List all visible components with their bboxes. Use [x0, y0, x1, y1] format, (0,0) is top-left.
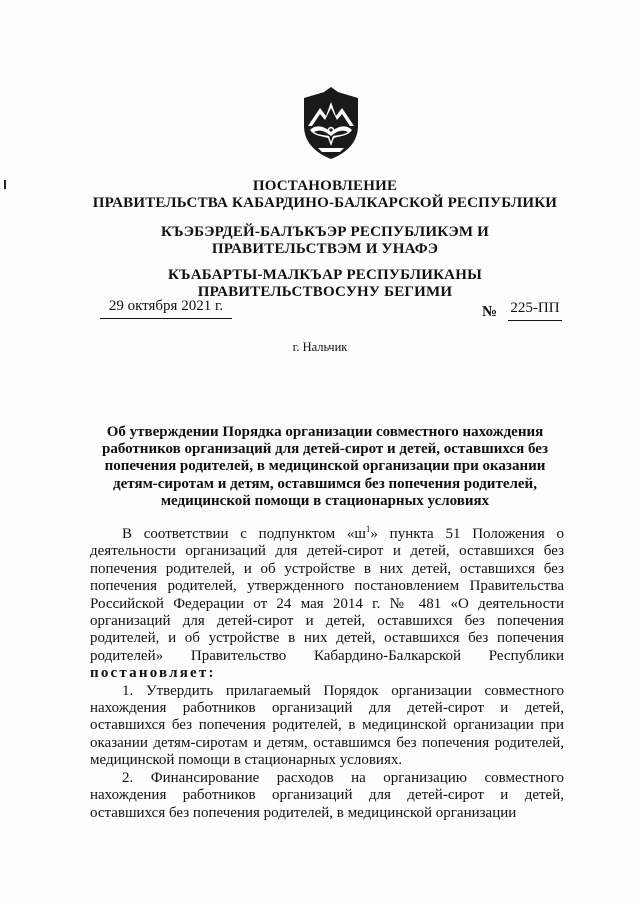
- coat-of-arms-emblem-icon: [298, 86, 364, 162]
- scan-mark: [4, 180, 6, 189]
- paragraph-item-2: 2. Финансирование расходов на организацию совместного нахождения работников организаций для детей-сирот и детей, оставшихся без попечения родителей, в медицинской организации: [90, 769, 564, 821]
- document-date: 29 октября 2021 г.: [100, 298, 232, 319]
- document-number: 225-ПП: [508, 300, 562, 321]
- paragraph-item-1: 1. Утвердить прилагаемый Порядок организации совместного нахождения работников организаций для детей-сирот и детей, оставшихся без попечения родителей, в медицинской организации при оказании детям-сиротам и детям, оставшимся без попечения родителей, медицинской помощи в стационарных условиях.: [90, 682, 564, 769]
- government-name-heading: ПРАВИТЕЛЬСТВА КАБАРДИНО-БАЛКАРСКОЙ РЕСПУБЛИКИ: [92, 195, 558, 211]
- paragraph-preamble: [90, 526, 564, 683]
- preamble-main: » пункта 51 Положения о деятельности организаций для детей-сирот и детей, оставшихся без попечения родителей, и об устройстве в них детей, оставшихся без попечения родителей, утвержденного постановлением Правительства Российской Федерации от 24 мая 2014 г. № 481 «О деятельности организаций для детей-сирот и детей, оставшихся без попечения родителей, и об устройстве в них детей, оставшихся без попечения родителей» Правительство Кабардино-Балкарской Республики: [90, 526, 564, 664]
- document-number-block: [482, 300, 562, 322]
- document-type-heading: ПОСТАНОВЛЕНИЕ: [252, 178, 398, 194]
- resolves-keyword: постановляет:: [90, 665, 216, 682]
- superscript-index: 1: [365, 524, 371, 534]
- city-name: г. Нальчик: [292, 340, 348, 354]
- document-title: Об утверждении Порядка организации совместного нахождения работников организаций для детей-сирот и детей, оставшихся без попечения родителей, в медицинской организации при оказании детям-сиротам и детям, оставшимся без попечения родителей, медицинской помощи в стационарных условиях: [101, 424, 548, 509]
- number-sign: №: [482, 304, 498, 320]
- document-body: [90, 526, 564, 822]
- preamble-start: В соответствии с подпунктом «ш: [122, 526, 366, 542]
- kabardian-heading: КЪЭБЭРДЕЙ-БАЛЪКЪЭР РЕСПУБЛИКЭМ И ПРАВИТЕЛЬСТВЭМ И УНАФЭ: [160, 224, 490, 257]
- balkar-heading: КЪАБАРТЫ-МАЛКЪАР РЕСПУБЛИКАНЫ ПРАВИТЕЛЬСТВОСУНУ БЕГИМИ: [167, 267, 483, 300]
